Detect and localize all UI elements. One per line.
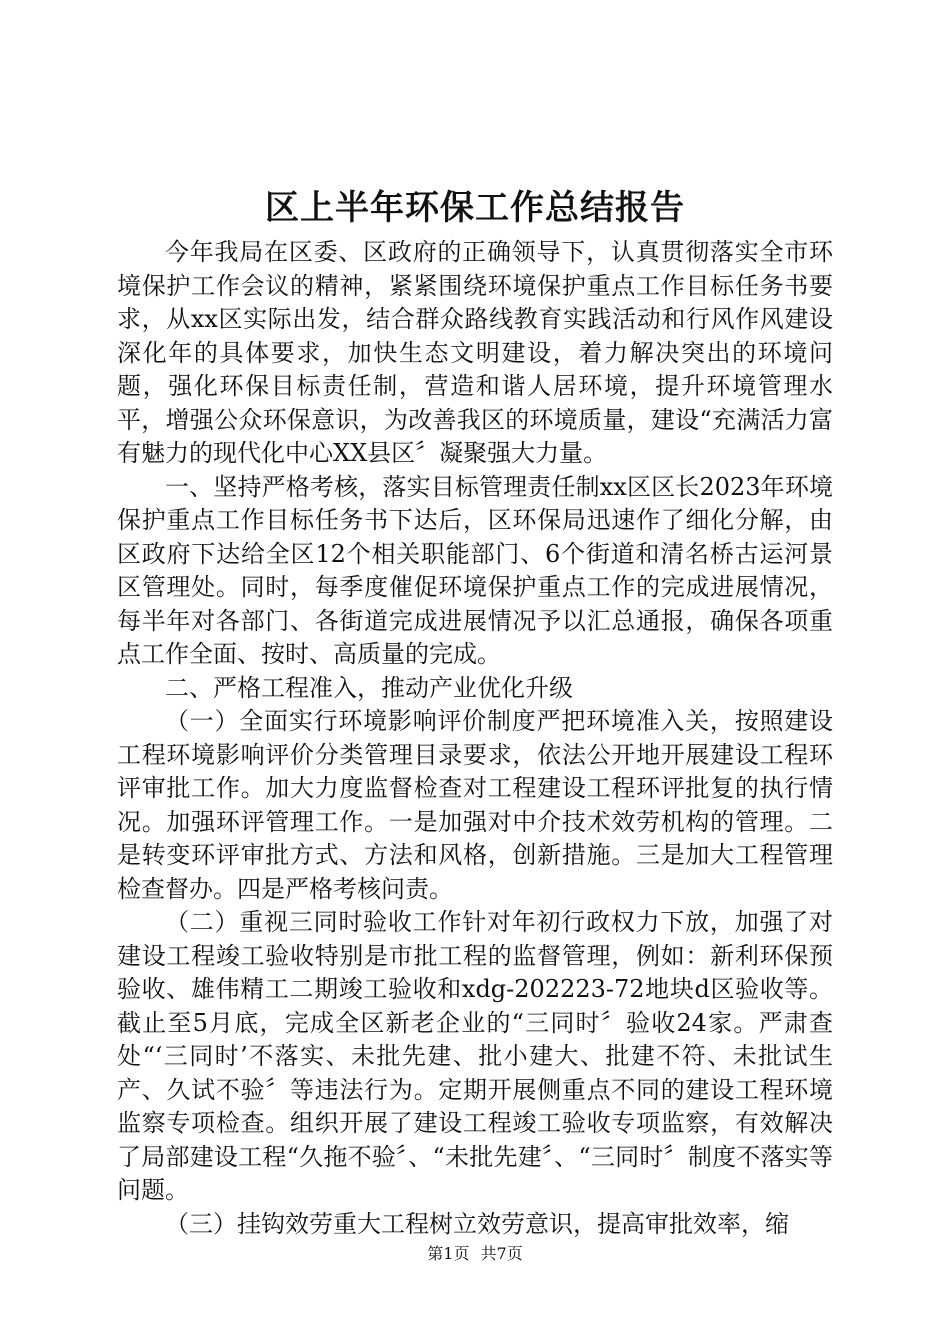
paragraph-section-2-3: （三）挂钩效劳重大工程树立效劳意识，提高审批效率，缩 bbox=[165, 1209, 789, 1238]
paragraph-section-2-1: （一）全面实行环境影响评价制度严把环境准入关，按照建设工程环境影响评价分类管理目录要求，依法公开地开展建设工程环评审批工作。加大力度监督检查对工程建设工程环评批复的执行情况。加强环评管理工作。一是加强对中介技术效劳机构的管理。二是转变环评审批方式、方法和风格，创新措施。三是加大工程管理检查督办。四是严格考核问责。 bbox=[117, 707, 833, 903]
page-number: 第1页 bbox=[427, 1244, 470, 1263]
document-title: 区上半年环保工作总结报告 bbox=[265, 188, 685, 228]
paragraph-section-1: 一、坚持严格考核，落实目标管理责任制xx区区长2023年环境保护重点工作目标任务书下达后，区环保局迅速作了细化分解，由区政府下达给全区12个相关职能部门、6个街道和清名桥古运河景区管理处。同时，每季度催促环境保护重点工作的完成进展情况，每半年对各部门、各街道完成进展情况予以汇总通报，确保各项重点工作全面、按时、高质量的完成。 bbox=[117, 472, 833, 668]
page-total: 共7页 bbox=[480, 1244, 523, 1263]
paragraph-section-2-2: （二）重视三同时验收工作针对年初行政权力下放，加强了对建设工程竣工验收特别是市批工程的监督管理，例如：新利环保预验收、雄伟精工二期竣工验收和xdg-202223-72地块d区验收等。截止至5月底，完成全区新老企业的“三同时〞验收24家。严肃查处“‘三同时’不落实、未批先建、批小建大、批建不符、未批试生产、久试不验〞等违法行为。定期开展侧重点不同的建设工程环境监察专项检查。组织开展了建设工程竣工验收专项监察，有效解决了局部建设工程“久拖不验〞、“未批先建〞、“三同时〞制度不落实等问题。 bbox=[117, 908, 833, 1204]
page-footer bbox=[0, 1244, 950, 1264]
paragraph-section-2-heading: 二、严格工程准入，推动产业优化升级 bbox=[165, 673, 573, 702]
document-body bbox=[117, 236, 833, 1241]
paragraph-intro: 今年我局在区委、区政府的正确领导下，认真贯彻落实全市环境保护工作会议的精神，紧紧围绕环境保护重点工作目标任务书要求，从xx区实际出发，结合群众路线教育实践活动和行风作风建设深化年的具体要求，加快生态文明建设，着力解决突出的环境问题，强化环保目标责任制，营造和谐人居环境，提升环境管理水平，增强公众环保意识，为改善我区的环境质量，建设“充满活力富有魅力的现代化中心XX县区〞凝聚强大力量。 bbox=[117, 238, 833, 467]
